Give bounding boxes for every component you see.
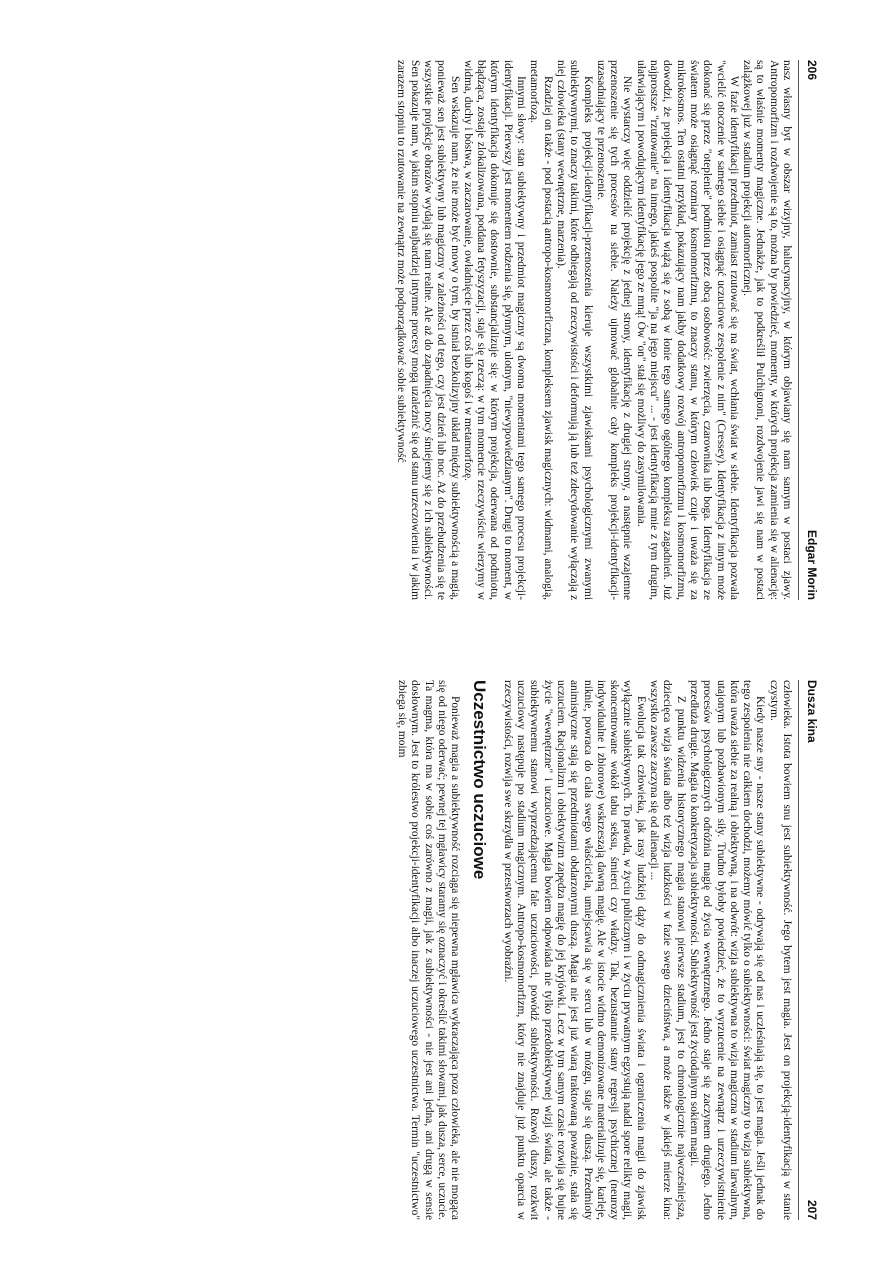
paragraph: Sen wskazuje nam, że nie może być mowy o tym, by istniał bezkolizyjny układ między subiektywnością a magią, ponieważ sen jest subiektywny lub magiczny w zależności od tego, czy jest dzień lub noc. Aż do przebudzenia się te wszystkie projekcje obrazów wydają się nam realne. Ale aż do zapadnięcia nocy śmiejemy się z ich subiektywności. Sen pokazuje nam, w jakim stopniu najbardziej intymne procesy mogą uzależnić się od stanu urzeczowienia i w jakim zarazem stopniu to rzutowanie na zewnątrz może podporządkować sobie subiektywność bbox=[395, 60, 461, 600]
section-title: Uczestnictwo uczuciowe bbox=[470, 680, 490, 880]
right-page bbox=[0, 640, 893, 1250]
page-number: 207 bbox=[805, 1199, 819, 1220]
paragraph: Rzadziej on także - pod postacią antropo-kosmomorficzna, kompleksem zjawisk magicznych: widmami, analogią, metamorfozą. bbox=[528, 60, 554, 600]
left-page-header bbox=[798, 60, 819, 600]
right-page-body bbox=[395, 680, 793, 1220]
running-head: Dusza kina bbox=[805, 680, 819, 743]
page-number: 206 bbox=[805, 60, 819, 81]
paragraph: Innymi słowy: stan subiektywny i przedmiot magiczny są dwoma momentami tego samego procesu projekcji-identyfikacji. Pierwszy jest momentem rodzenia się, płynnym, ulotnym, "niewypowiedzianym". Drugi to moment, w którym identyfikacja dokonuje się dostownie, substancjalizuje się: w którym projekcja, oderwana od podmiotu, błądząca, zostaje zlokalizowana, poddana fetyszyzacji, staje się rzeczą: w tym momencie rzeczywiście wierzymy w widma, duchy i bóstwa, w zaczarowanie, owładnięcie przez coś lub kogoś i w metamorfozę. bbox=[461, 60, 528, 600]
paragraph: Ponieważ magia a subiektywność rozciąga się niepewna mgławica wykraczająca poza człowieka, ale nie mogąca się od niego oderwać; pewnej tej mgławicy staramy się oznaczyć i określić takimi słowami, jak dusza, serce, uczucie. Ta magma, która ma w sobie coś zarówno z magii, jak z subiektywności - nie jest ani jedna, ani drugą w sensie dosłownym. Jest to królestwo projekcji-identyfikacji albo inaczej uczuciowego uczestnictwa. Termin "uczestnictwo" zbiega się, moim bbox=[395, 680, 462, 1220]
left-page bbox=[0, 20, 893, 630]
paragraph: Z punktu widzenia historycznego magia stanowi pierwsze stadium, jest to chronologicznie najwcześniejsza, dziecięca wizja świata albo też wizja ludzkości w fazie swego dzieciństwa, a może także w jakiejś mierze kina: wszystko zawsze zaczyna się od alienacji ... bbox=[648, 680, 687, 1220]
paragraph: nasz własny byt w obszar wizyjny, halucynacyjny, w którym objawiany się nam samym w postaci zjawy. Antropomorfizm i rozdwojenie są to, można by powiedzieć, momenty, w których projekcja zamienia się w alienację: są to właśnie momenty magiczne. Jednakże, jak to podkreślił Pulchignoni, rozdwojenie jawi się nam w postaci zalążkowej już w stadium projekcji automorficznej. bbox=[741, 60, 793, 600]
right-page-header bbox=[798, 680, 819, 1220]
running-head: Edgar Morin bbox=[805, 529, 819, 600]
paragraph: Ewolucja tak człowieka, jak rasy ludzkiej dąży do odmagicznienia świata i ograniczenia magii do zjawisk wyłącznie subiektywnych. To prawda, w życiu publicznym i w życiu prywatnym egzystują nadal spore relikty magii, skoncentrowane wokół tabu seksu, śmierci czy władzy. Tak, bezustannie stany regresji psychicznej (neurozy indywidualne i zbiorowe) wskrzeszają dawną magię. Ale w istocie widmo demonizowane materializuje się, karleje, niknie, powraca do ciała swego właściciela, umiejscawia się w sercu lub w mózgu, staje się duszą. Przedmioty animistyczne stają się przedmiotami obdarzonymi duszą. Magia nie jest już wiarą traktowaną poważnie, stała się uczuciem. Racjonalizm i obiektywizm zapędza magię do jej kryjówki. Lecz w tym samym czasie rozwija się bujne życie "wewnętrzne" i uczuciowe. Magia bowiem odpowiada nie tylko przedobiektywnej wizji świata, ale także - subiektywnemu stanowi wyprzedzającemu fale uczuciowości, powódź subiektywności. Rozwój duszy, rozkwit uczuciowy następuje po stadium magicznym. Antropo-kosmomorfizm, który nie znajduje już punktu oparcia w rzeczywistości, rozwija swe skrzydła w przestworzach wyobraźni. bbox=[501, 680, 647, 1220]
paragraph: człowieka. Istota bowiem snu jest subiektywność. Jego bytem jest magia. Jest on projekcją-identyfikacją w stanie czystym. bbox=[767, 680, 793, 1220]
paragraph: Nie wystarczy więc oddzielić projekcję z jednej strony, identyfikację z drugiej strony, a następnie wzajemne przenoszenie się tych procesów na siebie. Należy ujmować globalnie cały kompleks projekcji-identyfikacji-uzasadniający te przenoszenie. bbox=[594, 60, 634, 600]
left-page-body bbox=[394, 60, 793, 600]
paragraph: Kompleks projekcji-identyfikacji-przenoszenia kieruje wszystkimi zjawiskami psychologicznymi zwanymi subiektywnymi, to znaczy takimi, które odbiegają od rzeczywistości i deformują ją lub też zdecydowanie wyłączają z niej człowieka (stany wewnętrzne, marzenia). bbox=[554, 60, 594, 600]
paragraph: Kiedy nasze sny - nasze stany subiektywne - odrywają się od nas i uczłeśniają się, to jest magia. Jeśli jednak do tego zespolenia nie całkiem dochodzi, możemy mówić tylko o subiektywności: świat magiczny to wizja subiektywna, która uważa siebie za realną i obiektywną, i na odwrót: wizja subiektywna to wizja magiczna w stadium larwalnym, utajonym lub pozbawionym siły. Trudno byłoby powiedzieć, że to wyrzucenie na zewnątrz i urzeczywistnienie procesów psychologicznych odróżnia magię od życia wewnętrznego. Jedno staje się zaczynem drugiego. Jedno przedłuża drugie. Magia to konkretyzacja subiektywności. Subiektywność jest życiodajnym sokiem magii. bbox=[687, 680, 767, 1220]
paragraph: W fazie identyfikacji przedmiot, zamiast rzutować się na świat, wchłania świat w siebie. Identyfikacja pozwala "wcielić otoczenie w samego siebie i osiągnąć uczuciowe zespolenie z nim" (Cressey). Identyfikacja z innym może dokonać się przez "oteplenie" podmiotu przez obcą osobowość: zwierzęcia, czarownika lub boga. Identyfikacja ze światem może osiągnąć rozmiary kosmomorfizmu, to znaczy stanu, w którym człowiek czuje i uważa się za mikrokosmos. Ten ostatni przykład, pokazujący nam jakby dodatkowy rozwój antropomorfizmu i kosmomorfizmu, dowodzi, że projekcja i identyfikacja wiążą się z sobą w łonie tego samego ogólnego kompleksu zagadnień. Już najprostsze "rzutowanie" na innego, jakieś pospolite "ja na jego miejscu" ... - jest identyfikacją mnie z tym drugim, ułatwiającym i powodującym identyfikację jego ze mną! Ów "on" stał się możliwy do zasymilowania. bbox=[634, 60, 740, 600]
